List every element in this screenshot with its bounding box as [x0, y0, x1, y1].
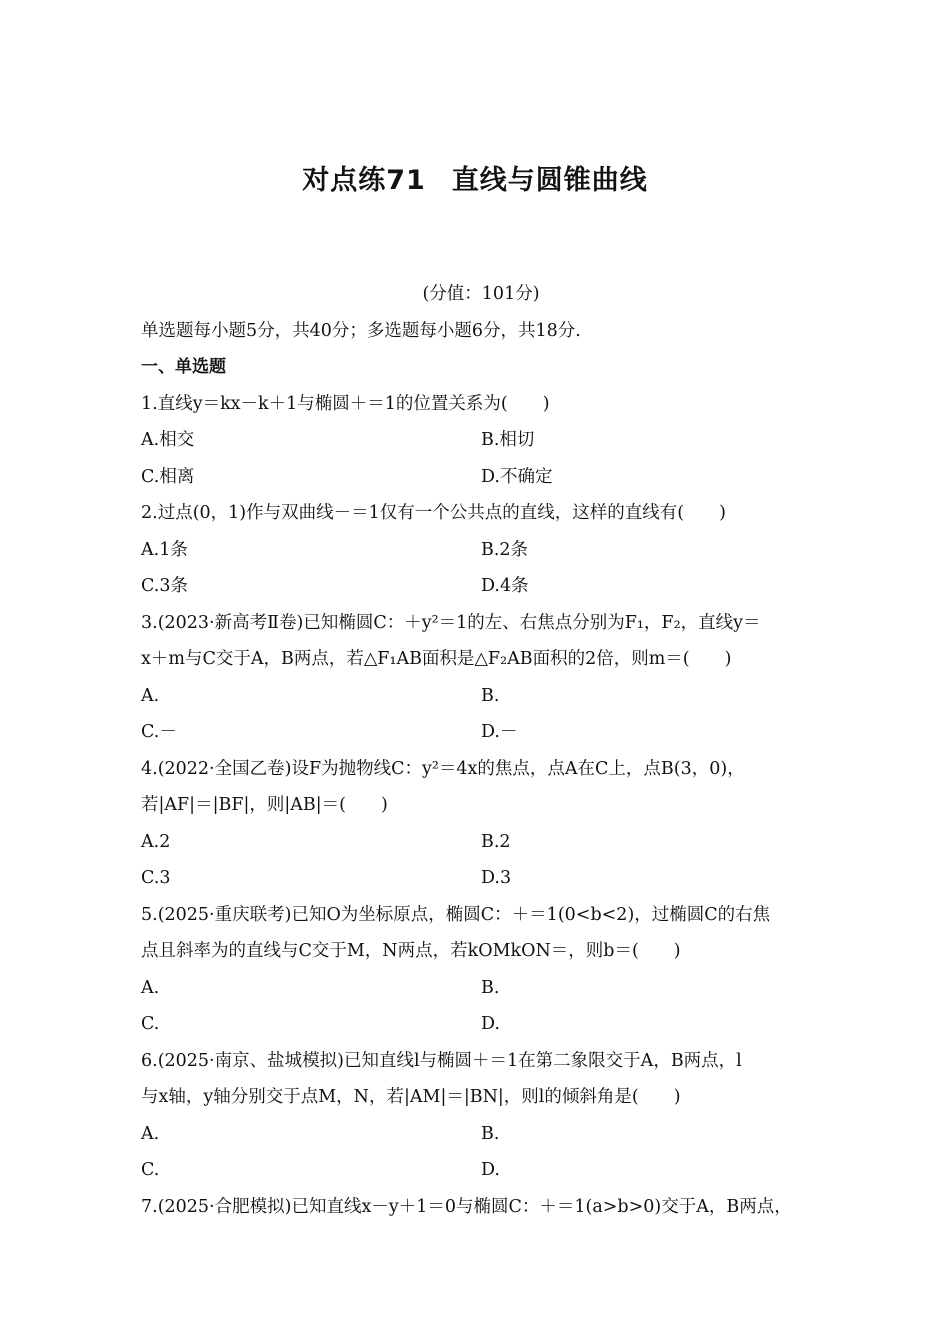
option-c: C.－	[141, 722, 177, 742]
option-d: D.－	[481, 722, 518, 742]
option-a: A.	[141, 1123, 160, 1144]
option-d: D.不确定	[481, 466, 553, 487]
option-c: C.3条	[141, 576, 188, 596]
question-text-cont: x＋m与C交于A，B两点，若△F₁AB面积是△F₂AB面积的2倍，则m＝( )	[141, 649, 732, 669]
option-a: A.相交	[141, 430, 195, 450]
option-b: B.2	[481, 831, 511, 852]
question-2	[141, 495, 821, 605]
option-b: B.	[481, 977, 500, 998]
option-c: C.	[141, 1014, 160, 1034]
question-text: 2.过点(0，1)作与双曲线－＝1仅有一个公共点的直线，这样的直线有( )	[141, 503, 726, 523]
option-b: B.相切	[481, 430, 535, 450]
page-title	[0, 158, 950, 197]
instructions-line: 单选题每小题5分，共40分；多选题每小题6分，共18分.	[141, 320, 581, 341]
option-d: D.	[481, 1014, 500, 1034]
question-text: 3.(2023·新高考Ⅱ卷)已知椭圆C：＋y²＝1的左、右焦点分别为F₁，F₂，直线y＝	[141, 612, 761, 633]
question-text: 5.(2025·重庆联考)已知O为坐标原点，椭圆C：＋＝1(0<b<2)，过椭圆C的右焦	[141, 904, 771, 925]
question-1	[141, 386, 821, 496]
option-a: A.1条	[141, 539, 188, 560]
option-a: A.2	[141, 831, 171, 852]
title-main: 直线与圆锥曲线	[451, 165, 648, 196]
option-a: A.	[141, 685, 160, 706]
section-heading: 一、单选题	[141, 357, 226, 377]
question-3	[141, 605, 821, 751]
question-text-cont: 若|AF|＝|BF|，则|AB|＝( )	[141, 795, 388, 815]
question-text: 1.直线y＝kx－k＋1与椭圆＋＝1的位置关系为( )	[141, 393, 550, 414]
option-d: D.	[481, 1160, 500, 1180]
question-text: 4.(2022·全国乙卷)设F为抛物线C：y²＝4x的焦点，点A在C上，点B(3，0)，	[141, 758, 745, 779]
option-c: C.相离	[141, 466, 195, 487]
option-b: B.	[481, 1123, 500, 1144]
option-a: A.	[141, 977, 160, 998]
option-c: C.3	[141, 868, 171, 888]
option-d: D.3	[481, 868, 512, 888]
question-text-cont: 与x轴，y轴分别交于点M，N，若|AM|＝|BN|，则l的倾斜角是( )	[141, 1087, 681, 1107]
option-c: C.	[141, 1160, 160, 1180]
question-4	[141, 751, 821, 897]
title-prefix: 对点练71	[302, 165, 426, 196]
question-7	[141, 1189, 821, 1226]
option-d: D.4条	[481, 576, 529, 596]
question-text: 6.(2025·南京、盐城模拟)已知直线l与椭圆＋＝1在第二象限交于A，B两点，l	[141, 1050, 742, 1071]
question-6	[141, 1043, 821, 1189]
content	[141, 276, 821, 1225]
question-5	[141, 897, 821, 1043]
question-text-cont: 点且斜率为的直线与C交于M，N两点，若kOMkON＝，则b＝( )	[141, 941, 681, 961]
question-text: 7.(2025·合肥模拟)已知直线x－y＋1＝0与椭圆C：＋＝1(a>b>0)交于A，B两点，	[141, 1196, 792, 1217]
option-b: B.2条	[481, 539, 529, 560]
option-b: B.	[481, 685, 500, 706]
score-line: (分值：101分)	[422, 284, 540, 304]
